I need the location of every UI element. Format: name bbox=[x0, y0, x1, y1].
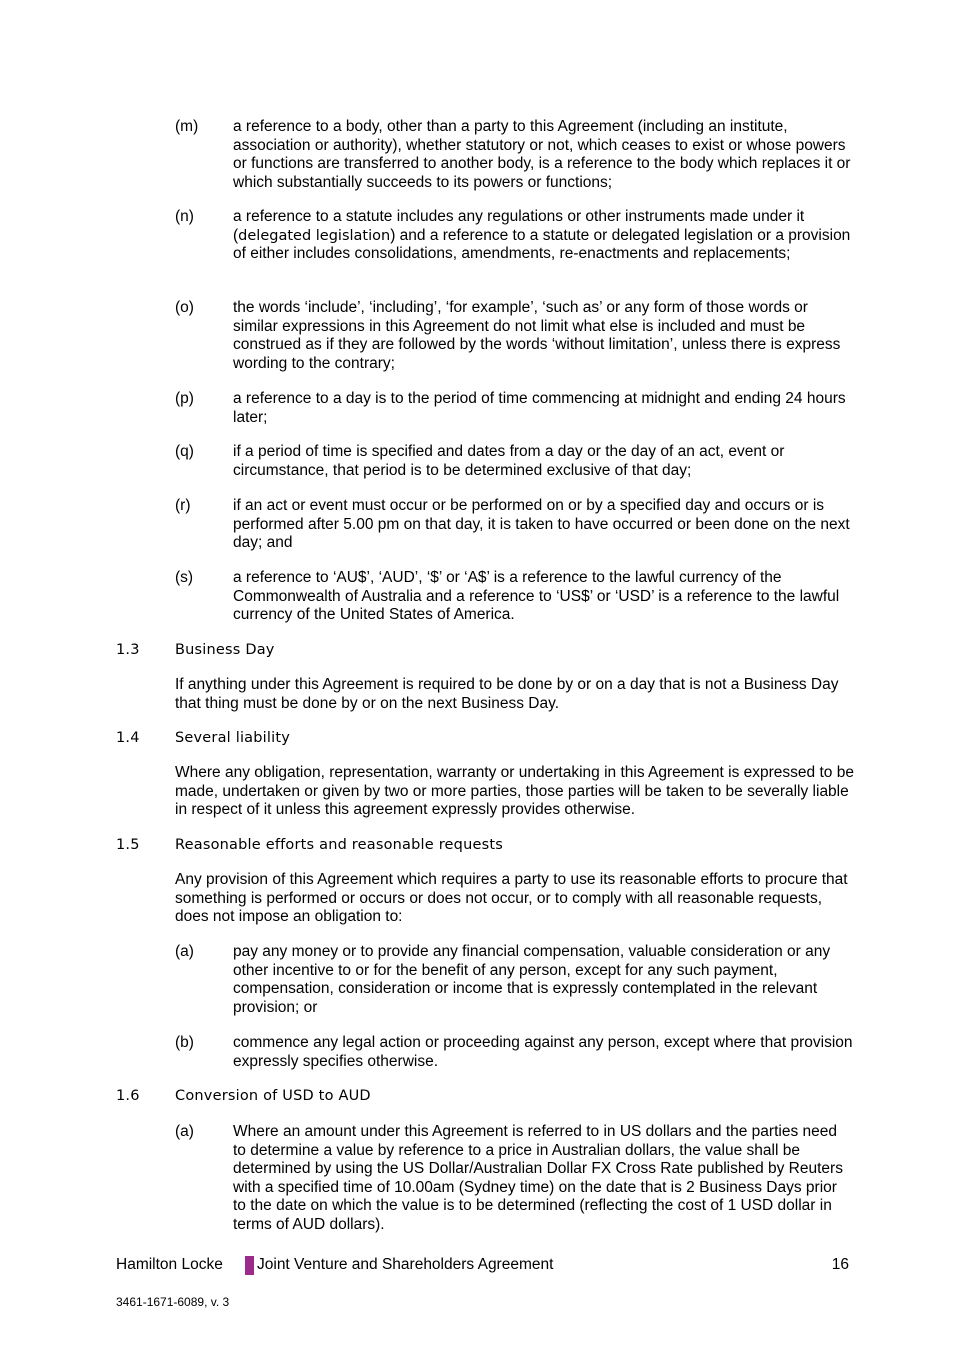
footer-accent-bar bbox=[245, 1256, 254, 1275]
list-item-text: a reference to a body, other than a party to this Agreement (including an institute, association or authority), whether statutory or not, which ceases to exist or whose powers or functions are transferred to another body, is a reference to the body which replaces it or which substantially succeeds to its powers or functions; bbox=[233, 118, 851, 191]
section-title: Reasonable efforts and reasonable requests bbox=[175, 837, 503, 853]
section-number: 1.6 bbox=[116, 1088, 140, 1104]
section-body-1-4: Where any obligation, representation, warranty or undertaking in this Agreement is expressed to be made, undertaken or given by two or more parties, those parties will be taken to be severally liable in respect of it unless this agreement expressly provides otherwise. bbox=[175, 764, 854, 819]
section-title: Conversion of USD to AUD bbox=[175, 1088, 371, 1104]
list-item-label: (s) bbox=[175, 569, 194, 586]
list-item-text: pay any money or to provide any financial compensation, valuable consideration or any other incentive to or for the benefit of any person, except for any such payment, compensation, consideration or income that is expressly contemplated in the relevant provision; or bbox=[233, 943, 831, 1016]
list-item-text: if a period of time is specified and dates from a day or the day of an act, event or circumstance, that period is to be determined exclusive of that day; bbox=[233, 443, 785, 479]
footer-document-title: Joint Venture and Shareholders Agreement bbox=[257, 1256, 554, 1273]
section-number: 1.3 bbox=[116, 642, 140, 658]
list-item-text: a reference to ‘AU$’, ‘AUD’, ‘$’ or ‘A$’ is a reference to the lawful currency of the Commonwealth of Australia and a reference to ‘US$’ or ‘USD’ is a reference to the lawful currency of the United States of America. bbox=[233, 569, 840, 624]
list-item-label: (a) bbox=[175, 1123, 194, 1140]
section-body-1-5: Any provision of this Agreement which requires a party to use its reasonable efforts to procure that something is performed or occurs or does not occur, or to comply with all reasonable requests, does not impose an obligation to: bbox=[175, 871, 848, 926]
defined-term: delegated legislation bbox=[238, 227, 391, 244]
page-footer bbox=[116, 1256, 849, 1276]
list-item-label: (r) bbox=[175, 497, 191, 514]
list-item-label: (b) bbox=[175, 1034, 194, 1051]
document-id: 3461-1671-6089, v. 3 bbox=[116, 1295, 230, 1309]
list-item-text: Where an amount under this Agreement is referred to in US dollars and the parties need to determine a value by reference to a price in Australian dollars, the value shall be determined by using the US Dollar/Australian Dollar FX Cross Rate published by Reuters with a specified time of 10.00am (Sydney time) on the date that is 2 Business Days prior to the date on which the value is to be determined (reflecting the cost of 1 USD dollar in terms of AUD dollars). bbox=[233, 1123, 843, 1233]
list-item-text: a reference to a statute includes any regulations or other instruments made under it (delegated legislation) and a reference to a statute or delegated legislation or a provision of either includes consolidations, amendments, re-enactments and replacements; bbox=[233, 208, 851, 263]
list-item-text: the words ‘include’, ‘including’, ‘for example’, ‘such as’ or any form of those words or similar expressions in this Agreement do not limit what else is included and must be construed as if they are followed by the words ‘without limitation’, unless there is express wording to the contrary; bbox=[233, 299, 841, 372]
section-body-1-3: If anything under this Agreement is required to be done by or on a day that is not a Business Day that thing must be done by or on the next Business Day. bbox=[175, 676, 839, 712]
section-title: Business Day bbox=[175, 642, 275, 658]
list-item-label: (n) bbox=[175, 208, 194, 225]
list-item-label: (q) bbox=[175, 443, 194, 460]
list-item-label: (p) bbox=[175, 390, 194, 407]
section-title: Several liability bbox=[175, 730, 291, 746]
list-item-text: a reference to a day is to the period of time commencing at midnight and ending 24 hours later; bbox=[233, 390, 846, 426]
list-item-label: (m) bbox=[175, 118, 199, 135]
list-item-label: (a) bbox=[175, 943, 194, 960]
section-number: 1.4 bbox=[116, 730, 140, 746]
list-item-text: commence any legal action or proceeding against any person, except where that provision expressly specifies otherwise. bbox=[233, 1034, 853, 1070]
section-number: 1.5 bbox=[116, 837, 140, 853]
list-item-text: if an act or event must occur or be performed on or by a specified day and occurs or is performed after 5.00 pm on that day, it is taken to have occurred or been done on the next day; and bbox=[233, 497, 850, 552]
footer-firm-name: Hamilton Locke bbox=[116, 1256, 223, 1273]
page-number: 16 bbox=[831, 1256, 849, 1273]
list-item-label: (o) bbox=[175, 299, 194, 316]
